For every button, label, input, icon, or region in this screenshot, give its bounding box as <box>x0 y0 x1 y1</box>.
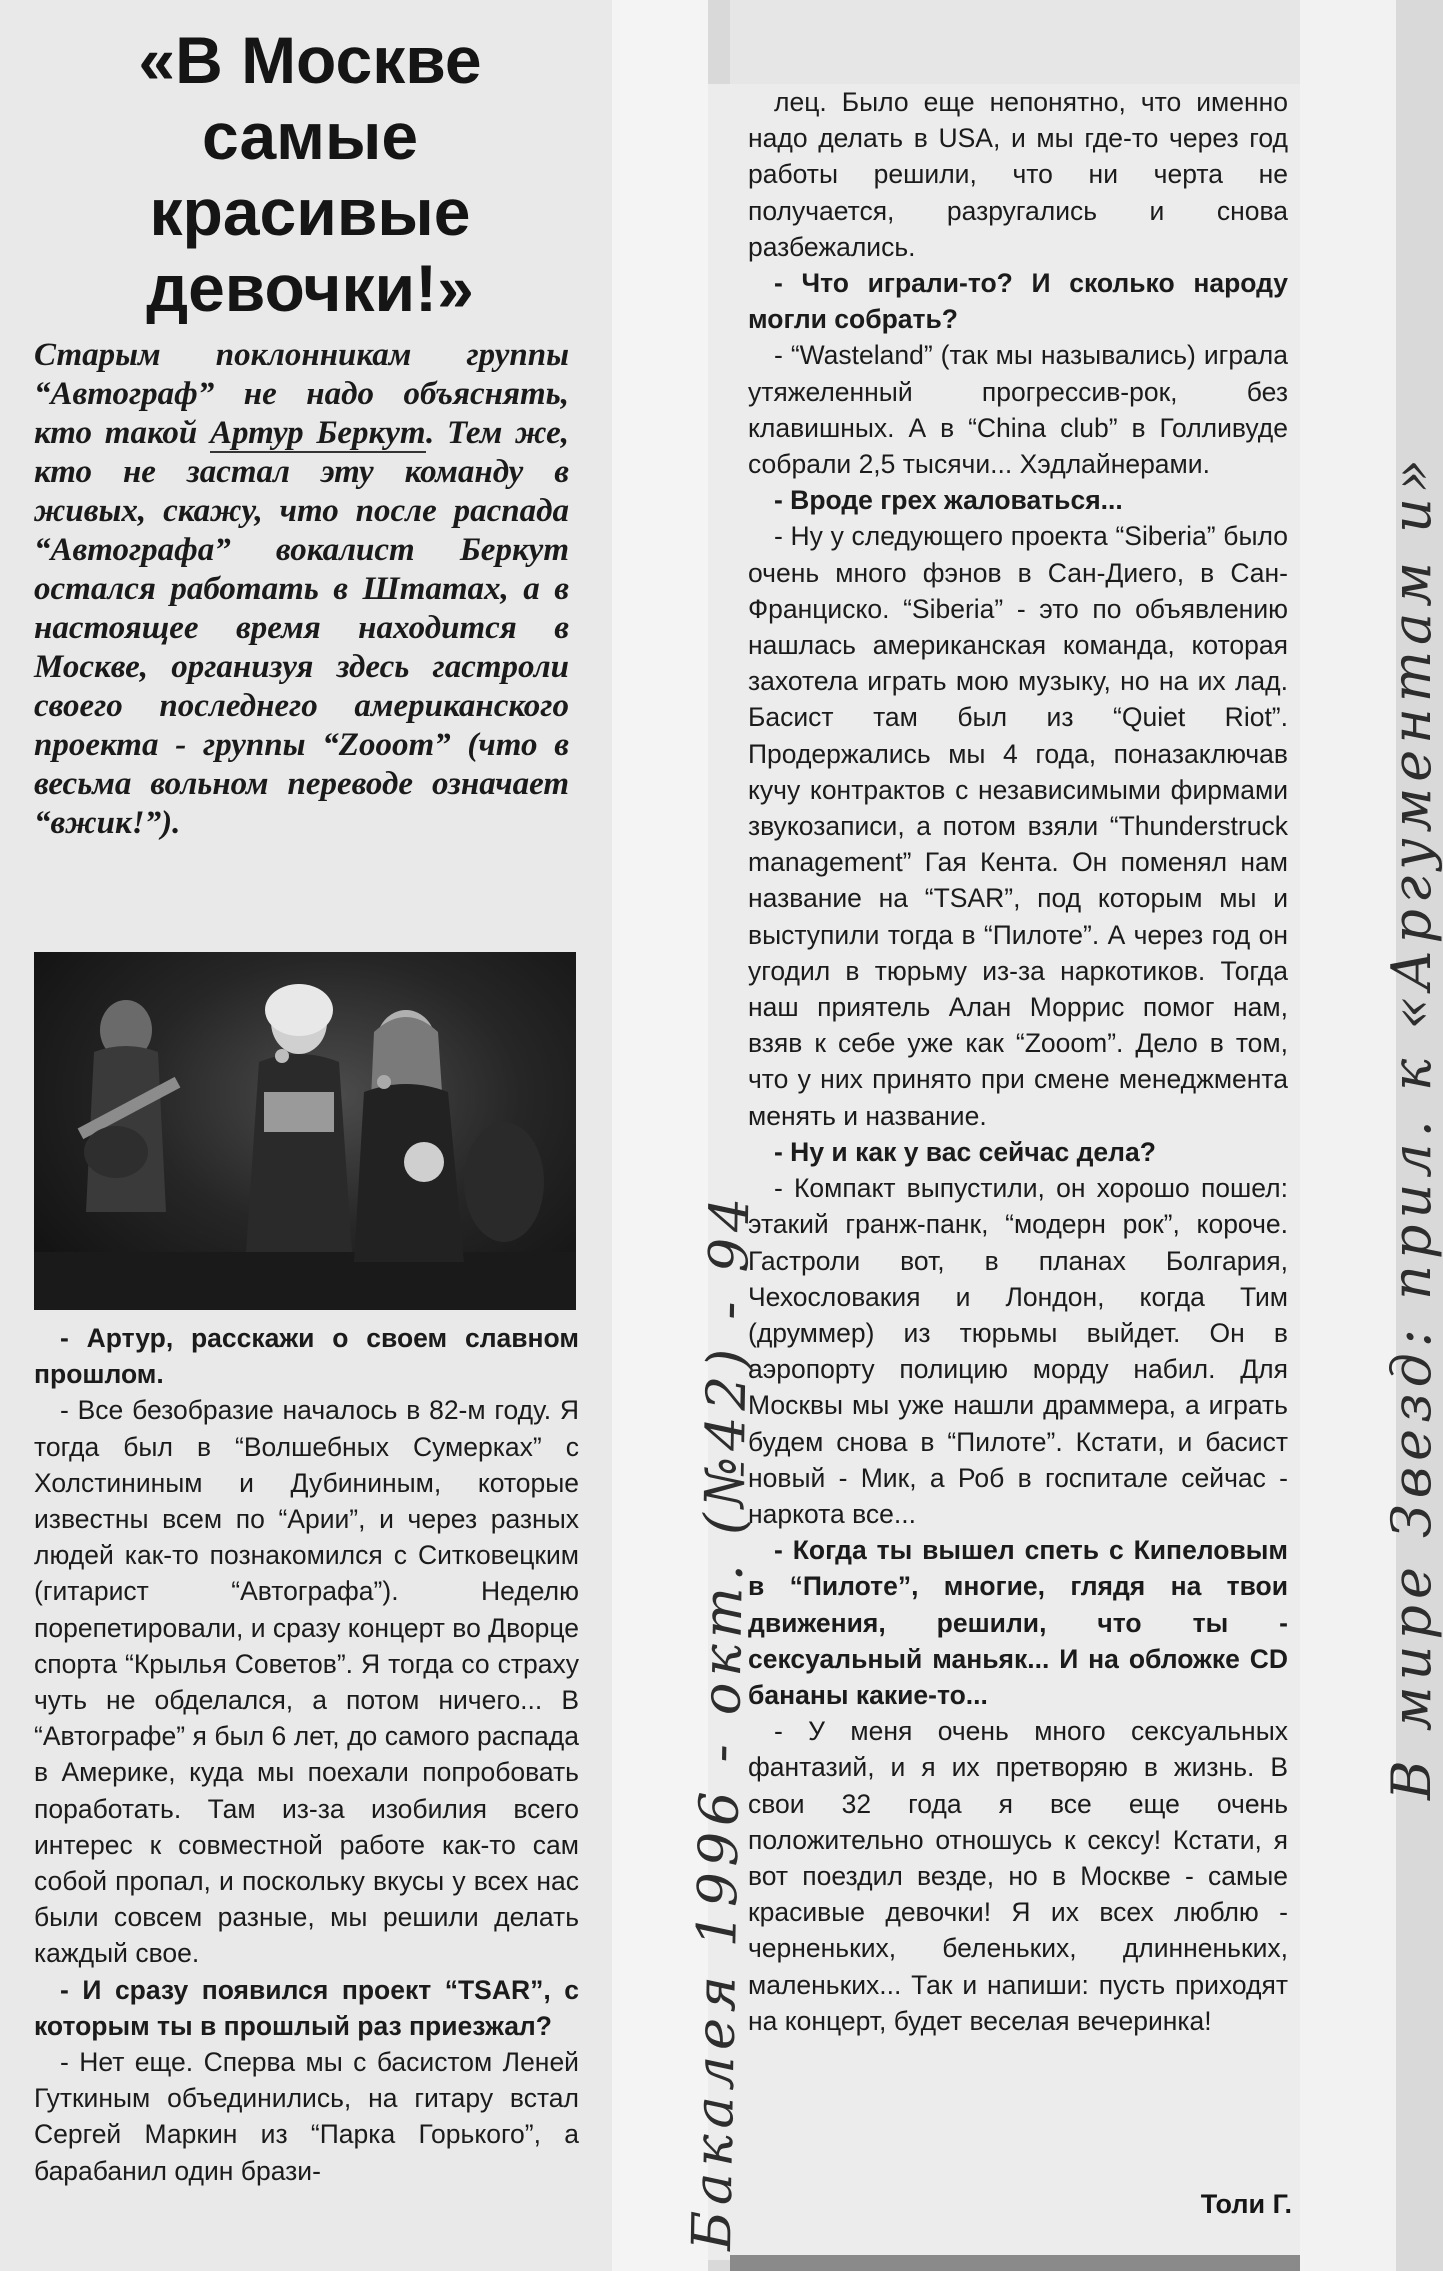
guitarist-figure <box>78 1000 181 1212</box>
answer-6: - У меня очень много сексуальных фантазий, и я их претворяю в жизнь. В свои 32 года я все еще очень положительно отношусь к сексу! Кстати, я вот поездил везде, но в Москве - самые красивые девочки! Я их всех люблю - черненьких, беленьких, длинненьких, маленьких... Так и напиши: пусть приходят на концерт, будет веселая вечеринка! <box>748 1716 1288 2036</box>
left-column-text <box>34 1320 579 2189</box>
author-signature: Толи Г. <box>1200 2189 1292 2219</box>
answer-5: - Компакт выпустили, он хорошо пошел: этакий гранж-панк, “модерн рок”, короче. Гастроли вот, в планах Болгария, Чехословакия и Лондон, когда Тим (друммер) из тюрьмы выйдет. Он в аэропорту полицию морду набил. Для Москвы мы уже нашли драммера, а играть будем снова в “Пилоте”. Кстати, и басист новый - Мик, а Роб в госпитале сейчас - наркота все... <box>748 1173 1288 1529</box>
handwritten-note-publication: В мире Звезд: прил. к «Аргументам и» <box>1380 453 1443 1800</box>
question-3: - Что играли-то? И сколько народу могли собрать? <box>748 268 1288 335</box>
question-5: - Ну и как у вас сейчас дела? <box>774 1136 1156 1167</box>
answer-2: - Нет еще. Сперва мы с басистом Леней Гуткиным объединились, на гитару встал Сергей Маркин из “Парка Горького”, а барабанил один брази- <box>34 2047 579 2186</box>
handwritten-note-source-date: Бакалея 1996 - окт. (№42) - 94 <box>680 1191 762 2252</box>
answer-2-continued: лец. Было еще непонятно, что именно надо делать в USA, и мы где-то через год работы решили, что ни черта не получается, разругались и снова разбежались. <box>748 87 1288 262</box>
singer-figure <box>246 984 352 1252</box>
question-6: - Когда ты вышел спеть с Кипеловым в “Пилоте”, многие, глядя на твои движения, решили, что ты - сексуальный маньяк... И на обложке CD бананы какие-то... <box>748 1535 1288 1710</box>
article-lead <box>34 336 569 843</box>
answer-4: - Ну у следующего проекта “Siberia” было очень много фэнов в Сан-Диего, в Сан-Франциско. “Siberia” - это по объявлению нашлась американская команда, которая захотела играть мою музыку, но на их лад. Басист там был из “Quiet Riot”. Продержались мы 4 года, поназаключав кучу контрактов с независимыми фирмами звукозаписи, а потом взяли “Thunderstruck management” Гая Кента. Он поменял нам название на “TSAR”, под которым мы и выступили тогда в “Пилоте”. А через год он угодил в тюрьму из-за наркотиков. Тогда наш приятель Алан Моррис помог нам, взяв к себе уже как “Zooom”. Дело в том, что у них принято при смене менеджмента менять и название. <box>748 521 1288 1131</box>
answer-3: - “Wasteland” (так мы назывались) играла утяжеленный прогрессив-рок, без клавишных. А в “China club” в Голливуде собрали 2,5 тысячи... Хэдлайнерами. <box>748 340 1288 480</box>
lead-text-after: . Тем же, кто не застал эту команду в живых, скажу, что после распада “Автографа” вокалист Беркут остался работать в Штатах, а в настоящее время находится в Москве, организуя здесь гастроли своего последнего американского проекта - группы “Zooom” (что в весьма вольном переводе означает “вжик!”). <box>34 415 569 841</box>
question-1: - Артур, расскажи о своем славном прошлом. <box>34 1323 579 1390</box>
second-singer-figure <box>354 1010 464 1262</box>
question-4: - Вроде грех жаловаться... <box>774 485 1123 516</box>
right-column-text <box>748 84 1288 2039</box>
question-2: - И сразу появился проект “TSAR”, с которым ты в прошлый раз приезжал? <box>34 1974 579 2041</box>
lead-text-before: Старым поклонникам группы “Автограф” не надо объяснять, кто такой <box>34 337 569 451</box>
bottom-bar <box>730 2255 1300 2271</box>
concert-photo-drawing <box>34 952 576 1310</box>
lead-name: Артур Беркут <box>210 415 426 451</box>
previous-article-fragment <box>730 0 1300 86</box>
answer-1: - Все безобразие началось в 82-м году. Я тогда был в “Волшебных Сумерках” с Холстининым и Дубининым, которые известны всем по “Арии”, и через разных людей как-то познакомился с Ситковецким (гитарист “Автографа”). Неделю порепетировали, и сразу концерт во Дворце спорта “Крылья Советов”. Я тогда со страху чуть не обделался, а потом ничего... В “Автографе” я был 6 лет, до самого распада в Америке, куда мы поехали попробовать поработать. Там из-за изобилия всего интерес к совместной работе как-то сам собой пропал, и поскольку вкусы у всех нас были совсем разные, мы решили делать каждый свое. <box>34 1395 579 1969</box>
article-title: «В Москве самые красивые девочки!» <box>138 23 482 325</box>
concert-photo <box>34 952 576 1310</box>
